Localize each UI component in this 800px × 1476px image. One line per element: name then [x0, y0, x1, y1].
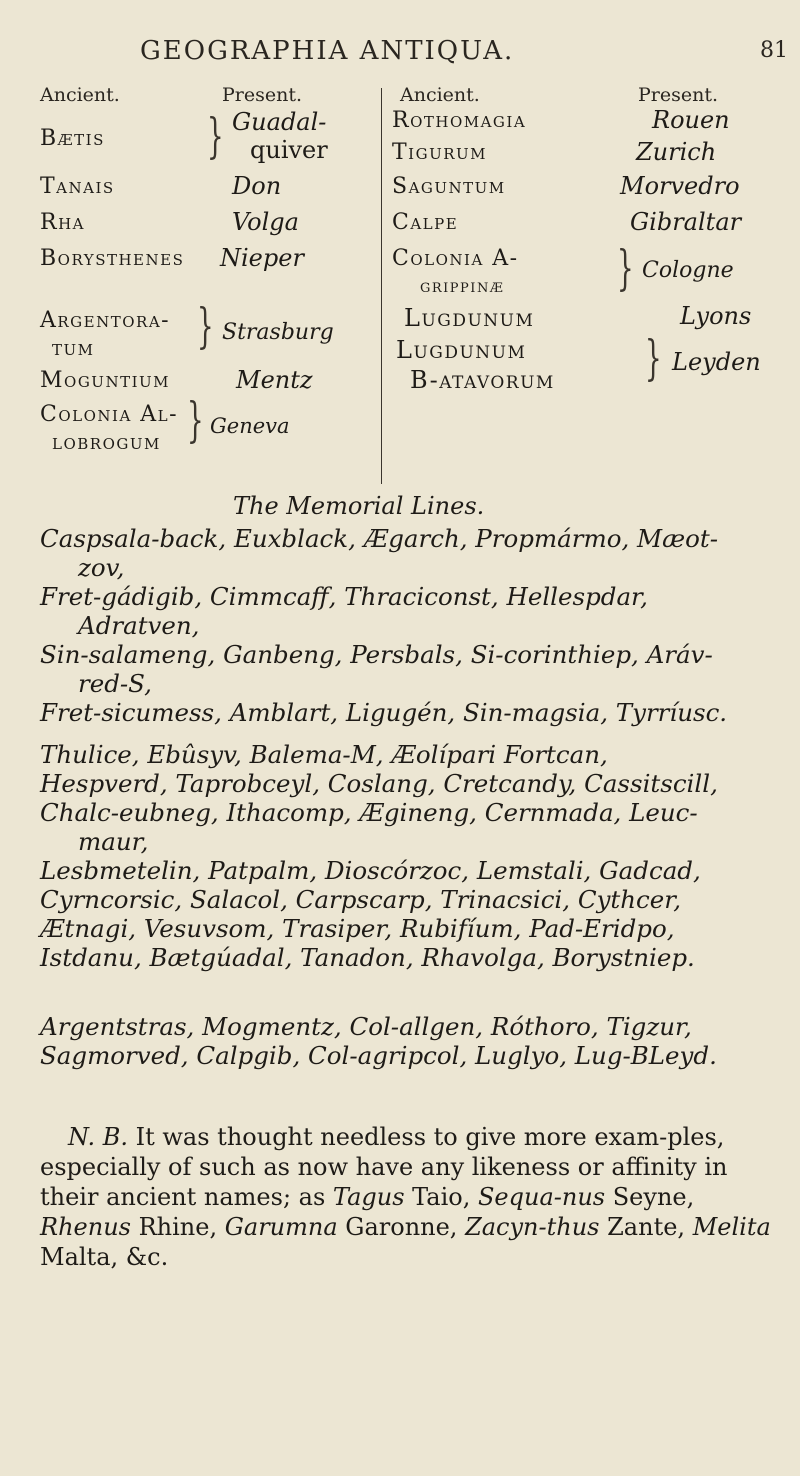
memorial-line: maur, [78, 827, 149, 856]
ancient-name: Argentora- [40, 308, 171, 333]
col-header-ancient-2: Ancient. [400, 84, 480, 106]
memorial-line: Thulice, Ebûsyv, Balema-M, Æolípari Fortcan, [40, 740, 608, 769]
memorial-line: Adratven, [78, 611, 200, 640]
ancient-name: Borysthenes [40, 246, 185, 271]
ancient-name: lobrogum [52, 430, 161, 455]
memorial-line: Sagmorved, Calpgib, Col-agripcol, Luglyo, Lug-BLeyd. [40, 1041, 717, 1070]
place-names-table [0, 84, 800, 504]
column-divider [381, 88, 382, 484]
brace: } [206, 108, 224, 164]
brace: } [196, 298, 214, 354]
note-word: Zacyn-thus [465, 1213, 600, 1241]
note-text: Rhine, [130, 1213, 225, 1241]
page-number: 81 [760, 38, 788, 63]
note-word: Sequa-nus [477, 1183, 606, 1211]
note-text: Garonne, [337, 1213, 466, 1241]
memorial-line: zov, [78, 553, 125, 582]
present-name: Leyden [672, 348, 761, 376]
memorial-line: red-S, [78, 669, 152, 698]
ancient-name: B-atavorum [410, 366, 555, 394]
ancient-name: Lugdunum [404, 304, 535, 332]
memorial-line: Chalc-eubneg, Ithacomp, Ægineng, Cernmada, Leuc- [40, 798, 698, 827]
present-name: Volga [232, 208, 299, 236]
memorial-line: Istdanu, Bætgúadal, Tanadon, Rhavolga, Borystniep. [40, 943, 695, 972]
present-name: Strasburg [222, 320, 334, 345]
col-header-present-1: Present. [222, 84, 303, 106]
note-word: Rhenus [40, 1213, 131, 1241]
note-label: N. B. [68, 1123, 128, 1151]
ancient-name: grippinæ [420, 276, 505, 297]
note-text: It was thought needless to give more exam-ples, especially of such as now have any likeness or affinity in their ancient names; as [40, 1123, 728, 1211]
ancient-name: Calpe [392, 210, 459, 235]
present-name: Nieper [220, 244, 304, 272]
memorial-line: Sin-salameng, Ganbeng, Persbals, Si-corinthiep, Aráv- [40, 640, 713, 669]
page-title: GEOGRAPHIA ANTIQUA. [140, 36, 515, 66]
ancient-name: Rothomagia [392, 108, 527, 133]
ancient-name: Lugdunum [396, 336, 527, 364]
running-header [0, 36, 800, 76]
note-text: Zante, [599, 1213, 693, 1241]
present-name: Lyons [680, 302, 752, 330]
ancient-name: Moguntium [40, 368, 171, 393]
note-paragraph [40, 1122, 780, 1272]
memorial-line: Ætnagi, Vesuvsom, Trasiper, Rubifíum, Pad-Eridpo, [40, 914, 675, 943]
note-text: Taio, [404, 1183, 478, 1211]
memorial-stanza-3 [40, 1012, 780, 1070]
note-word: Tagus [332, 1183, 405, 1211]
present-name: Morvedro [620, 172, 740, 200]
present-name: Mentz [236, 366, 313, 394]
note-word: Garumna [224, 1213, 338, 1241]
present-name: Geneva [210, 414, 290, 438]
memorial-line: Fret-gádigib, Cimmcaff, Thraciconst, Hellespdar, [40, 582, 648, 611]
present-name: Gibraltar [630, 208, 742, 236]
memorial-stanza-2 [40, 740, 780, 972]
col-header-ancient-1: Ancient. [40, 84, 120, 106]
memorial-line: Hespverd, Taprobceyl, Coslang, Cretcandy, Cassitscill, [40, 769, 718, 798]
ancient-name: Tigurum [392, 140, 488, 165]
present-name: Rouen [652, 106, 730, 134]
note-text: Malta, &c. [40, 1243, 169, 1271]
ancient-name: tum [52, 336, 95, 361]
memorial-line: Caspsala-back, Euxblack, Ægarch, Propmármo, Mæot- [40, 524, 719, 553]
note-word: Melita [692, 1213, 771, 1241]
ancient-name: Saguntum [392, 174, 506, 199]
memorial-line: Lesbmetelin, Patpalm, Dioscórzoc, Lemstali, Gadcad, [40, 856, 701, 885]
present-name: Don [232, 172, 282, 200]
present-name: Cologne [642, 258, 734, 283]
present-name: quiver [250, 136, 328, 164]
ancient-name: Colonia Al- [40, 402, 179, 427]
ancient-name: Bætis [40, 126, 105, 151]
ancient-name: Rha [40, 210, 85, 235]
present-name: Guadal- [232, 108, 327, 136]
ancient-name: Colonia A- [392, 246, 519, 271]
memorial-lines-heading: The Memorial Lines. [233, 492, 485, 520]
memorial-line: Cyrncorsic, Salacol, Carpscarp, Trinacsici, Cythcer, [40, 885, 682, 914]
note-text: Seyne, [605, 1183, 695, 1211]
brace: } [616, 240, 634, 296]
memorial-line: Argentstras, Mogmentz, Col-allgen, Róthoro, Tigzur, [40, 1012, 692, 1041]
memorial-stanza-1 [40, 524, 780, 727]
brace: } [644, 330, 662, 386]
ancient-name: Tanais [40, 174, 115, 199]
col-header-present-2: Present. [638, 84, 719, 106]
present-name: Zurich [636, 138, 717, 166]
brace: } [186, 392, 204, 448]
memorial-line: Fret-sicumess, Amblart, Ligugén, Sin-magsia, Tyrríusc. [40, 698, 728, 727]
